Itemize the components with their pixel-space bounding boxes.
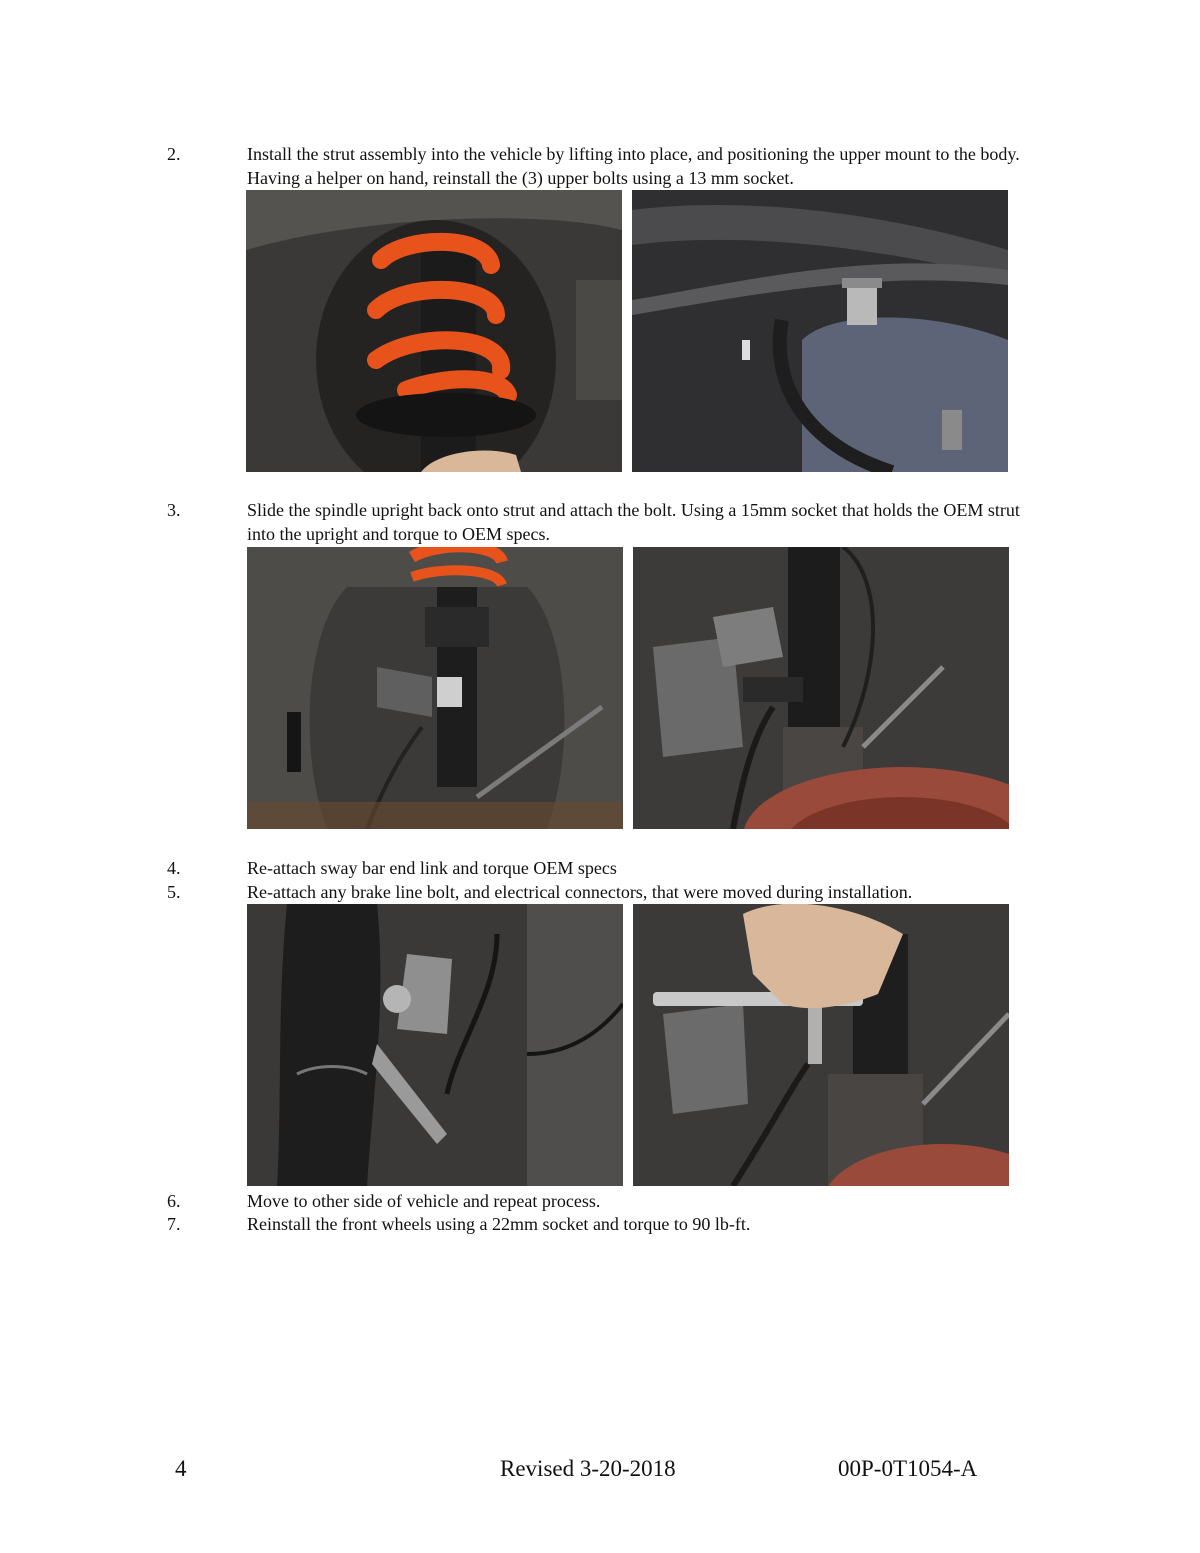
- step-number: 6.: [167, 1191, 181, 1211]
- step-text: Re-attach sway bar end link and torque OEM specs: [247, 858, 617, 878]
- footer-page-number: 4: [175, 1456, 187, 1481]
- photo-strut-bolt-torque: [633, 547, 1009, 829]
- photo-wrench-end-link: [633, 904, 1009, 1186]
- photo-strut-spring-installed: [246, 190, 622, 472]
- step-number: 5.: [167, 882, 181, 902]
- step-text: Install the strut assembly into the vehicle by lifting into place, and positioning the upper mount to the body. Having a helper on hand, reinstall the (3) upper bolts using a 13 mm socket.: [247, 144, 1020, 188]
- step-text: Reinstall the front wheels using a 22mm socket and torque to 90 lb-ft.: [247, 1214, 751, 1234]
- photo-brake-line-bracket: [247, 904, 623, 1186]
- step-text: Slide the spindle upright back onto strut and attach the bolt. Using a 15mm socket that holds the OEM strut into the upright and torque to OEM specs.: [247, 500, 1020, 544]
- footer-revised-date: Revised 3-20-2018: [500, 1456, 676, 1481]
- photo-upper-mount-bolts: [632, 190, 1008, 472]
- footer-part-number: 00P-0T1054-A: [838, 1456, 978, 1481]
- step-number: 3.: [167, 500, 181, 520]
- step-text: Re-attach any brake line bolt, and electrical connectors, that were moved during installation.: [247, 882, 913, 902]
- step-number: 2.: [167, 144, 181, 164]
- step-number: 7.: [167, 1214, 181, 1234]
- step-text: Move to other side of vehicle and repeat process.: [247, 1191, 601, 1211]
- step-number: 4.: [167, 858, 181, 878]
- photo-spindle-upright-on-strut: [247, 547, 623, 829]
